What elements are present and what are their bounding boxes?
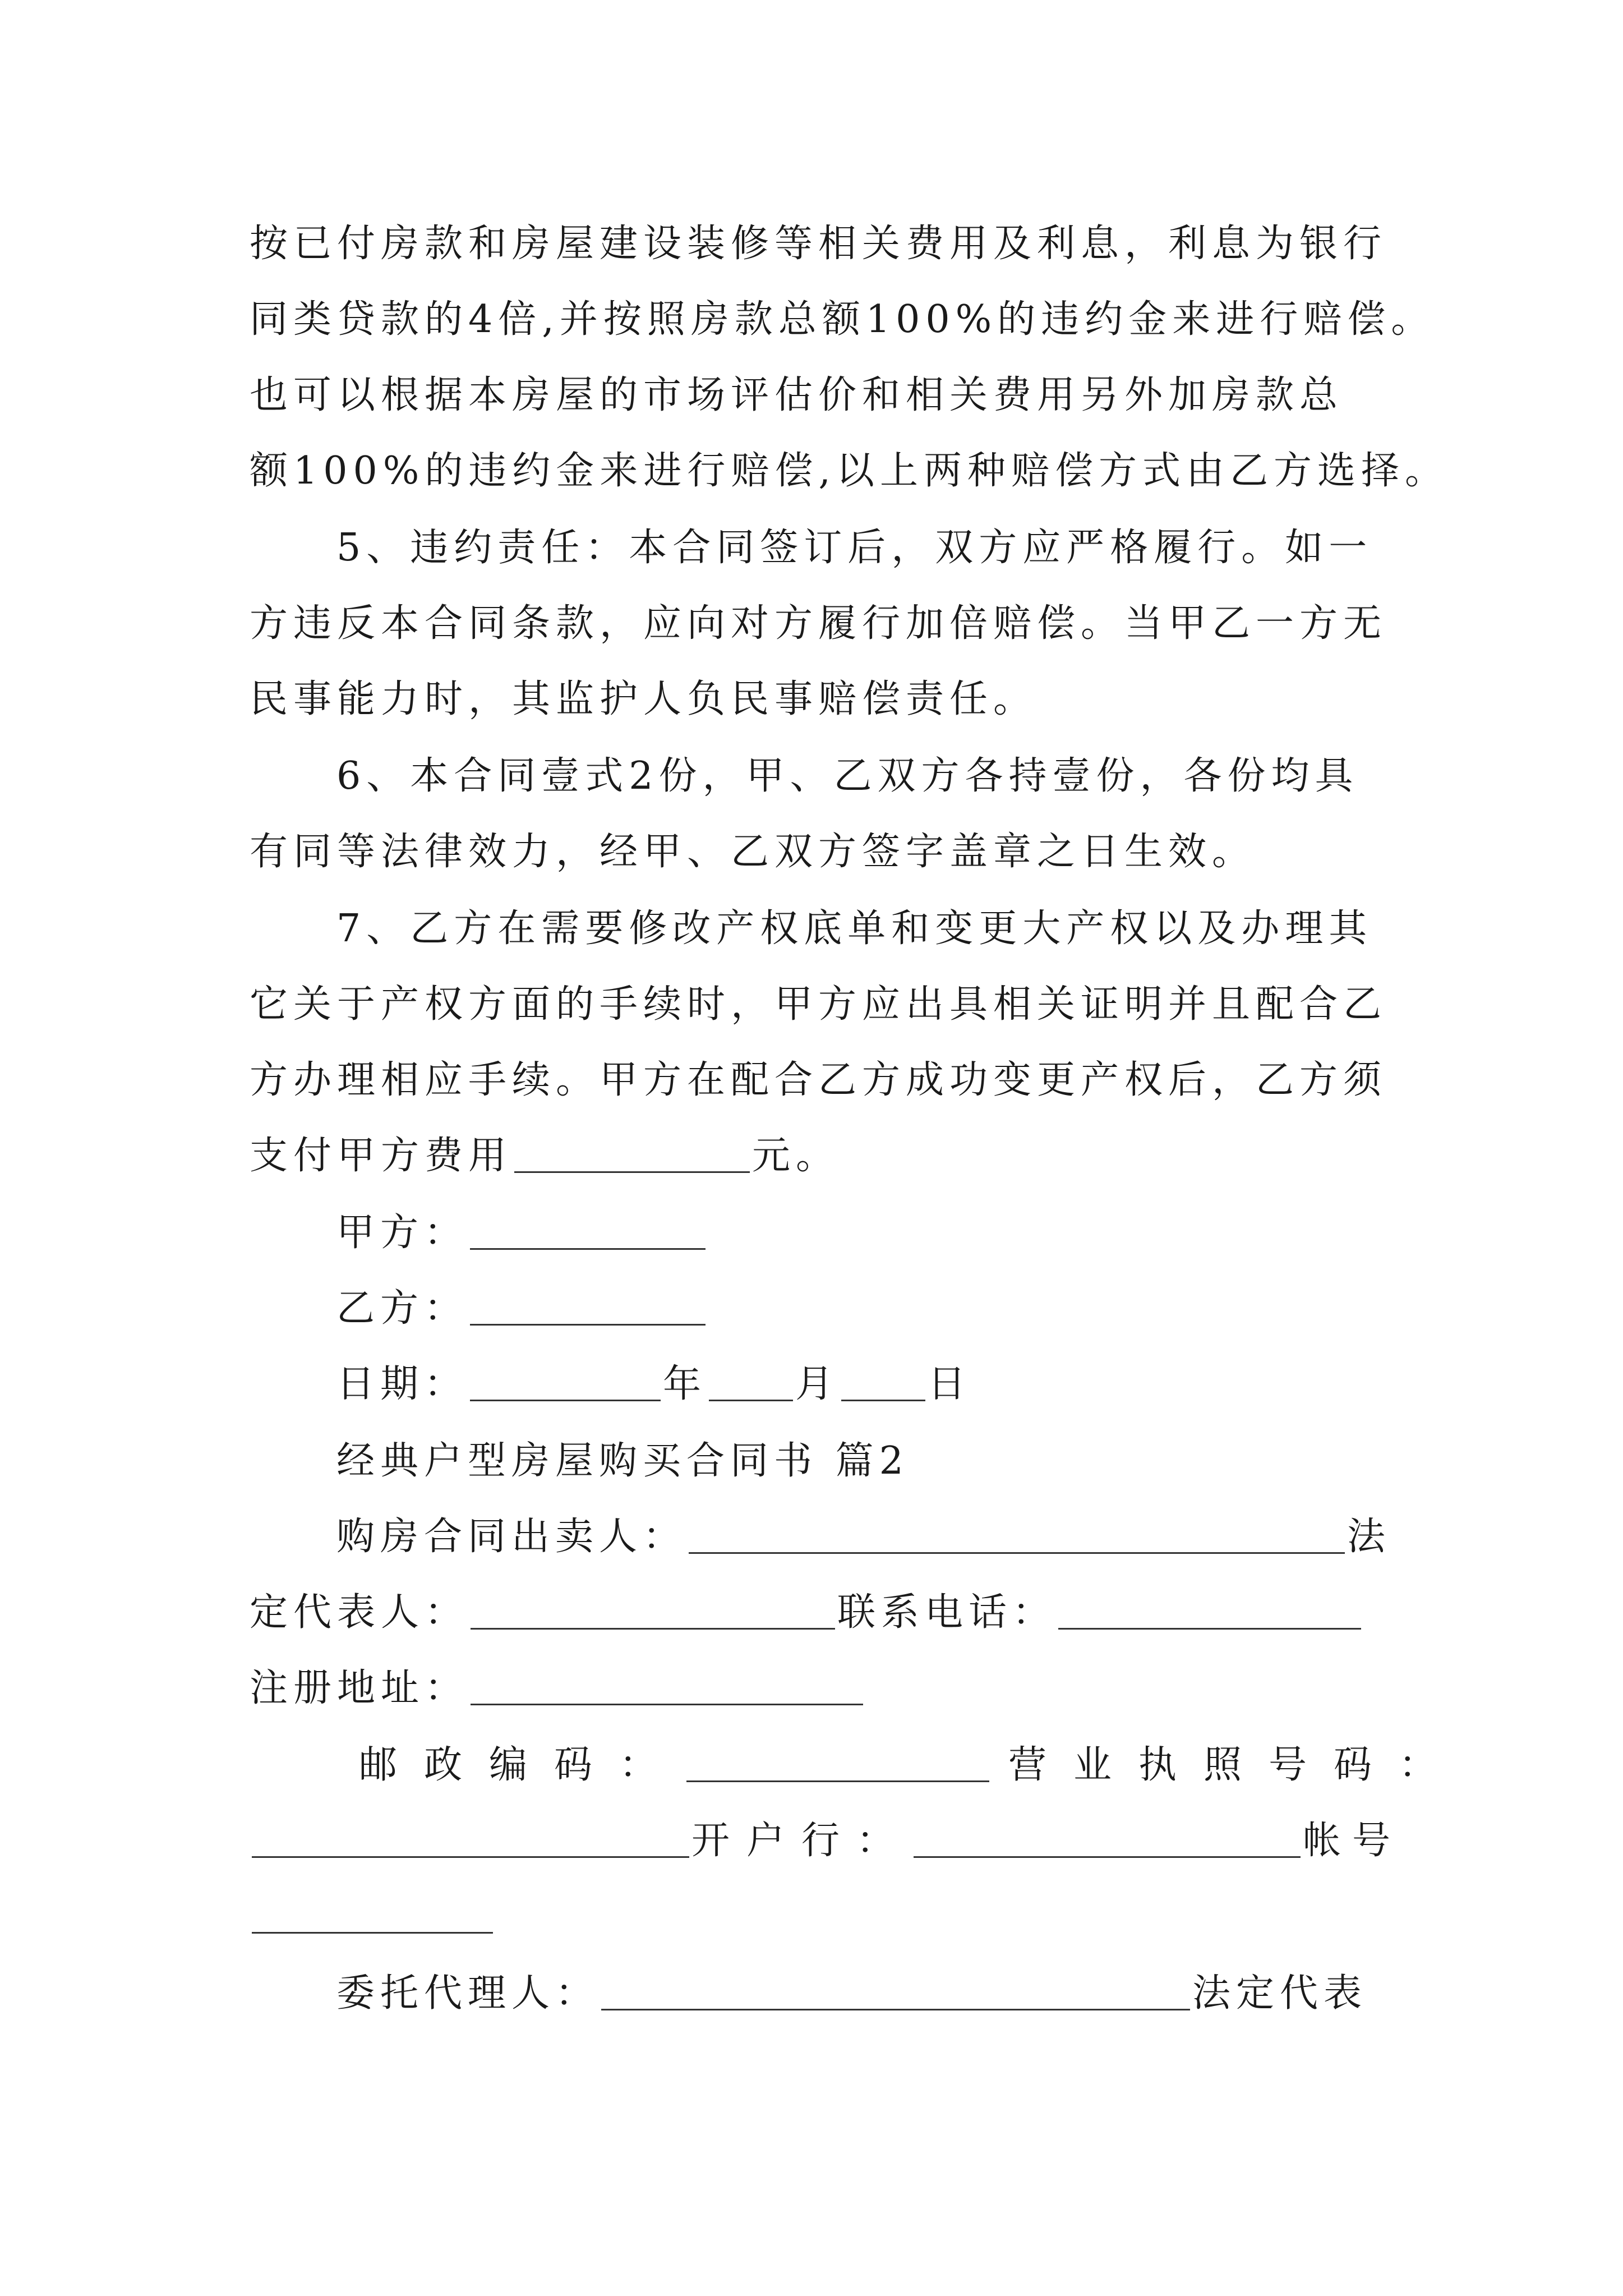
agent-label: 委托代理人：: [336, 1971, 600, 2016]
agent-line: [336, 1954, 1382, 2033]
bank-blank[interactable]: [914, 1817, 1301, 1858]
date-label: 日期：: [336, 1362, 468, 1406]
account-blank[interactable]: [252, 1893, 493, 1934]
clause-5-line-2: 方违反本合同条款，应向对方履行加倍赔偿。当甲乙一方无: [250, 601, 1387, 646]
postal-blank[interactable]: [686, 1741, 989, 1782]
legal-rep-label: 定代表人：: [250, 1590, 469, 1635]
clause-6-line-2: 有同等法律效力，经甲、乙双方签字盖章之日生效。: [250, 830, 1256, 874]
clause-7-line-2: 它关于产权方面的手续时，甲方应出具相关证明并且配合乙: [250, 982, 1387, 1027]
clause-6-line-1: 6、本合同壹式2份，甲、乙双方各持壹份，各份均具: [336, 754, 1359, 798]
fee-label: 支付甲方费用: [250, 1134, 513, 1178]
address-label: 注册地址：: [250, 1666, 469, 1710]
date-year-blank[interactable]: [470, 1360, 661, 1401]
bank-label: 开户行：: [691, 1819, 912, 1863]
party-a-line: [336, 1194, 1382, 1272]
date-month-label: 月: [795, 1362, 840, 1406]
party-a-blank[interactable]: [470, 1209, 706, 1250]
license-label: 营业执照号码：: [1008, 1743, 1464, 1787]
fee-line: [250, 1117, 1382, 1195]
section-title: 经典户型房屋购买合同书 篇2: [336, 1439, 909, 1483]
party-b-blank[interactable]: [470, 1285, 706, 1326]
seller-tail: 法: [1347, 1515, 1391, 1559]
account-label: 帐号: [1303, 1819, 1402, 1863]
phone-label: 联系电话：: [837, 1590, 1057, 1635]
seller-blank[interactable]: [689, 1513, 1345, 1554]
contract-line-3: 也可以根据本房屋的市场评估价和相关费用另外加房款总: [250, 373, 1344, 417]
postal-line: [359, 1726, 1464, 1805]
agent-blank[interactable]: [601, 1970, 1190, 2010]
license-number-blank[interactable]: [252, 1817, 689, 1858]
date-line: [336, 1345, 1382, 1424]
fee-amount-blank[interactable]: [514, 1132, 750, 1173]
date-day-blank[interactable]: [841, 1360, 925, 1401]
address-blank[interactable]: [471, 1664, 863, 1705]
agent-tail: 法定代表: [1192, 1971, 1368, 2016]
party-b-label: 乙方：: [336, 1286, 468, 1331]
date-year-label: 年: [663, 1362, 707, 1406]
account-line: [250, 1878, 1382, 1956]
party-b-line: [336, 1269, 1382, 1348]
clause-7-line-3: 方办理相应手续。甲方在配合乙方成功变更产权后，乙方须: [250, 1058, 1387, 1102]
seller-label: 购房合同出卖人：: [336, 1515, 687, 1559]
clause-5-line-1: 5、违约责任：本合同签订后，双方应严格履行。如一: [336, 526, 1373, 570]
date-month-blank[interactable]: [709, 1360, 793, 1401]
clause-5-line-3: 民事能力时，其监护人负民事赔偿责任。: [250, 677, 1038, 721]
legal-rep-line: [250, 1573, 1382, 1652]
legal-rep-blank[interactable]: [471, 1589, 835, 1630]
seller-line: [336, 1498, 1391, 1576]
contract-line-2: 同类贷款的4倍,并按照房款总额100%的违约金来进行赔偿。: [250, 297, 1435, 342]
phone-blank[interactable]: [1058, 1589, 1361, 1630]
party-a-label: 甲方：: [336, 1211, 468, 1255]
date-day-label: 日: [928, 1362, 972, 1406]
address-line: [250, 1649, 1382, 1728]
bank-line: [250, 1802, 1402, 1880]
contract-line-1: 按已付房款和房屋建设装修等相关费用及利息，利息为银行: [250, 222, 1387, 266]
contract-line-4: 额100%的违约金来进行赔偿,以上两种赔偿方式由乙方选择。: [250, 449, 1449, 493]
fee-unit: 元。: [752, 1134, 840, 1178]
postal-label: 邮政编码：: [359, 1743, 685, 1787]
clause-7-line-1: 7、乙方在需要修改产权底单和变更大产权以及办理其: [336, 907, 1373, 951]
